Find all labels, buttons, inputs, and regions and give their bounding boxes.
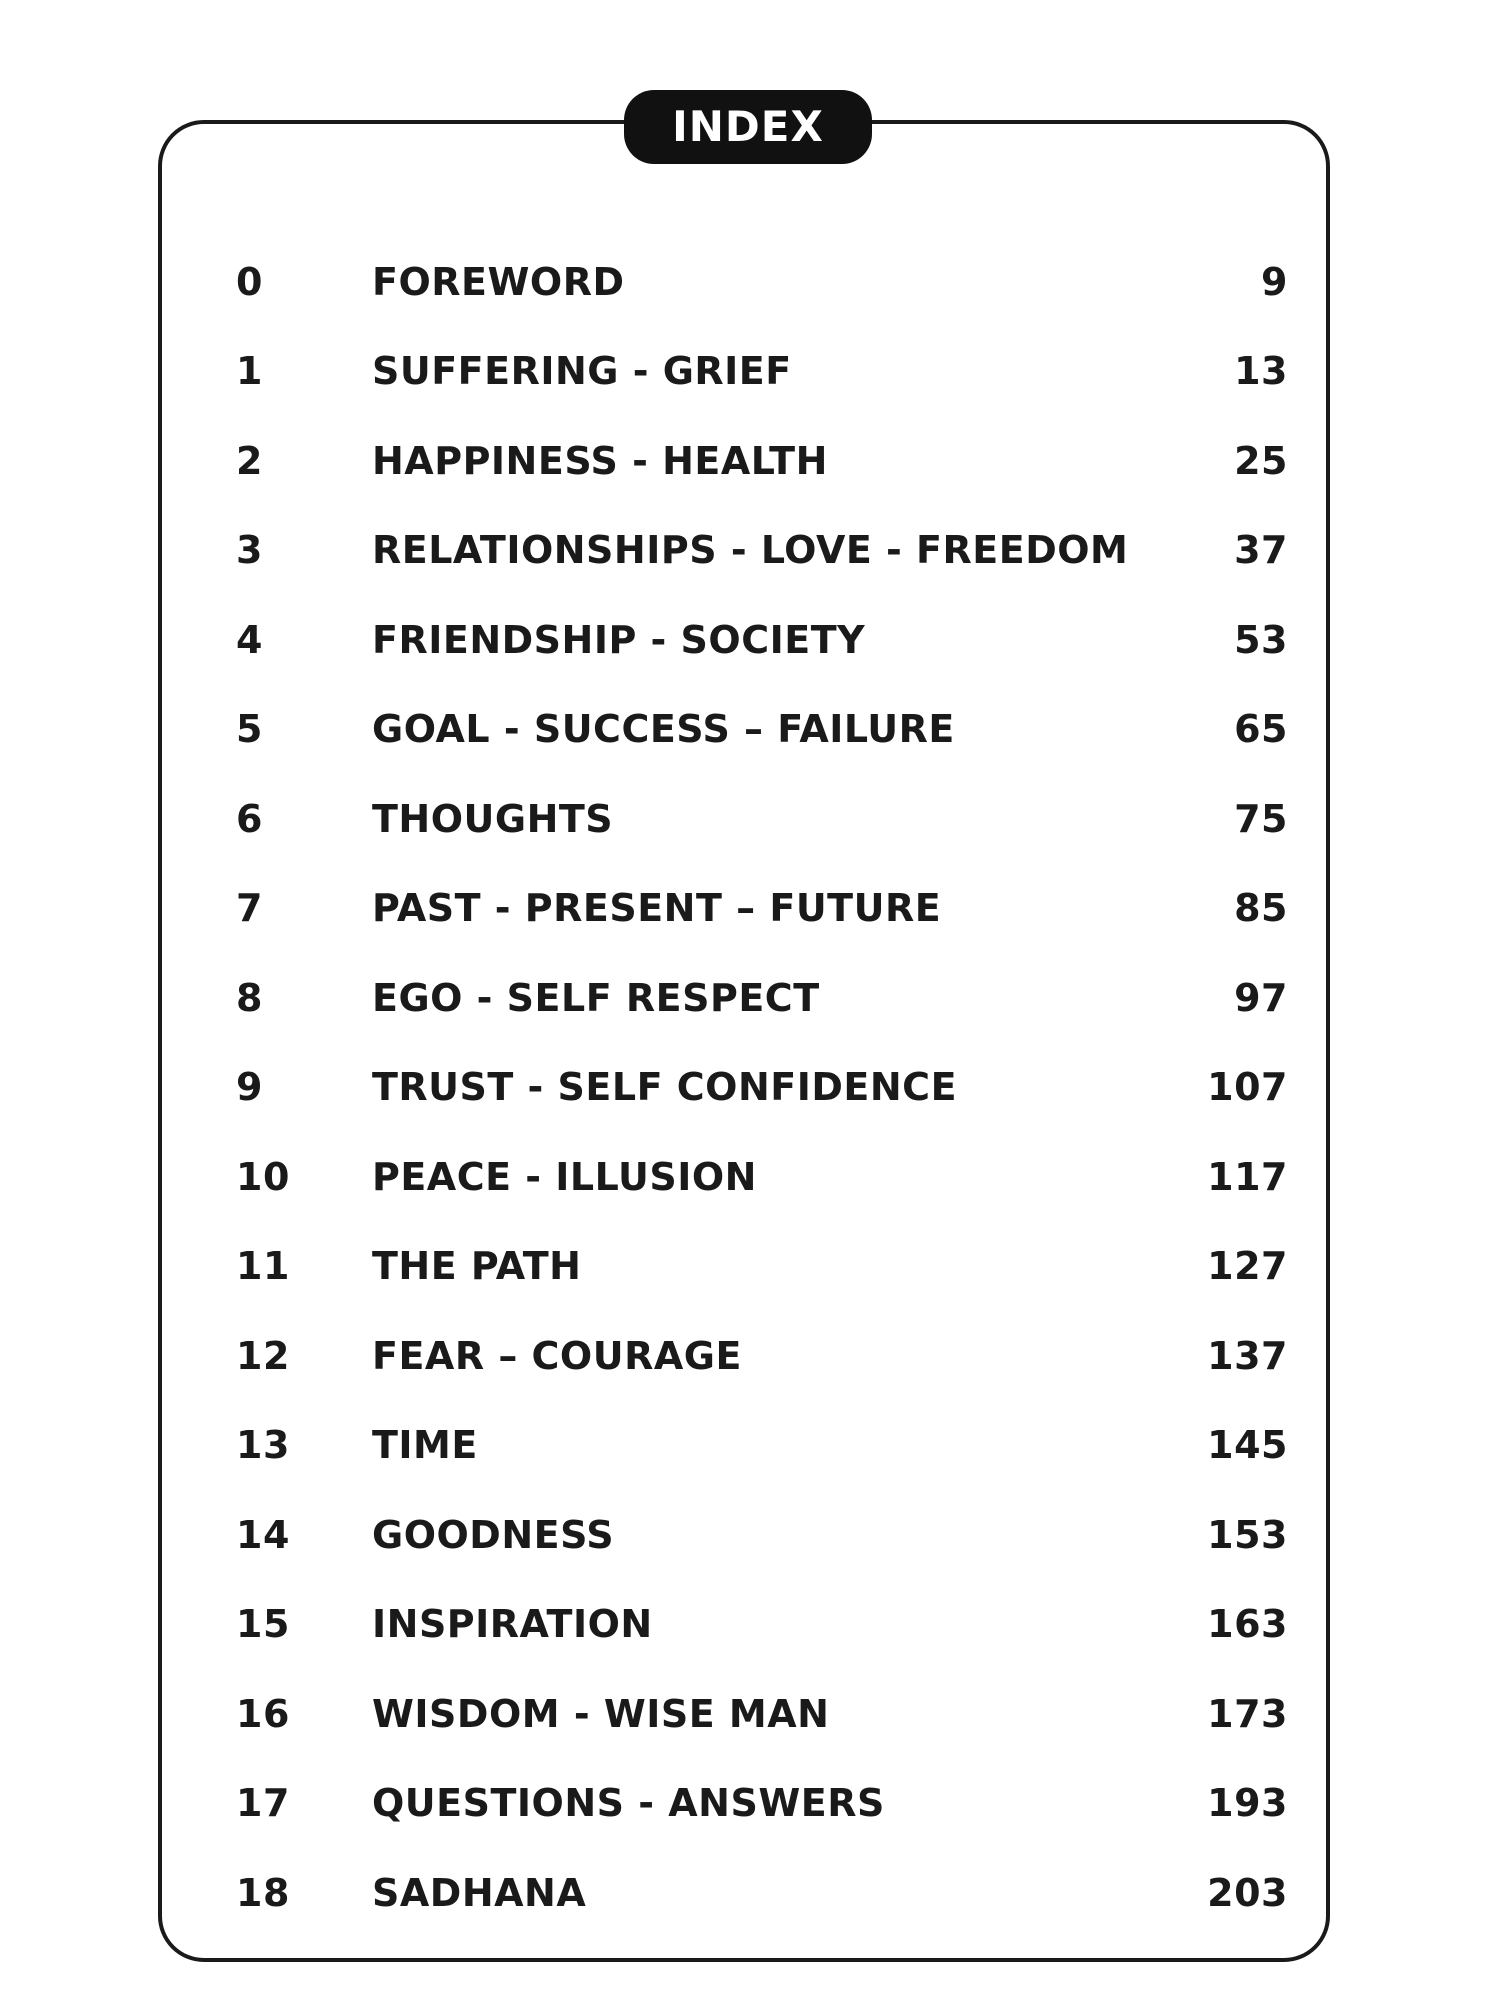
chapter-title: GOODNESS	[372, 1513, 615, 1557]
chapter-title: THE PATH	[372, 1244, 582, 1288]
page-number: 145	[1207, 1423, 1288, 1467]
chapter-number: 4	[236, 618, 263, 662]
page-number: 75	[1234, 797, 1288, 841]
toc-entry[interactable]	[0, 520, 1500, 580]
chapter-title: TRUST - SELF CONFIDENCE	[372, 1065, 958, 1109]
toc-entry[interactable]	[0, 431, 1500, 491]
chapter-number: 2	[236, 439, 263, 483]
chapter-title: RELATIONSHIPS - LOVE - FREEDOM	[372, 528, 1129, 572]
chapter-title: FEAR – COURAGE	[372, 1334, 742, 1378]
page-number: 9	[1261, 260, 1288, 304]
page-number: 13	[1234, 349, 1288, 393]
page-number: 153	[1207, 1513, 1288, 1557]
toc-entry[interactable]	[0, 610, 1500, 670]
toc-entry[interactable]	[0, 1684, 1500, 1744]
chapter-number: 13	[236, 1423, 290, 1467]
page-number: 97	[1234, 976, 1288, 1020]
page-number: 137	[1207, 1334, 1288, 1378]
toc-entry[interactable]	[0, 1505, 1500, 1565]
chapter-title: WISDOM - WISE MAN	[372, 1692, 830, 1736]
page-number: 85	[1234, 886, 1288, 930]
page-number: 37	[1234, 528, 1288, 572]
chapter-title: FRIENDSHIP - SOCIETY	[372, 618, 866, 662]
chapter-title: QUESTIONS - ANSWERS	[372, 1781, 885, 1825]
chapter-title: TIME	[372, 1423, 478, 1467]
chapter-title: HAPPINESS - HEALTH	[372, 439, 828, 483]
chapter-number: 7	[236, 886, 263, 930]
chapter-number: 18	[236, 1871, 290, 1915]
page-number: 117	[1207, 1155, 1288, 1199]
chapter-number: 0	[236, 260, 263, 304]
toc-entry[interactable]	[0, 1236, 1500, 1296]
chapter-number: 12	[236, 1334, 290, 1378]
toc-entry[interactable]	[0, 789, 1500, 849]
chapter-number: 10	[236, 1155, 290, 1199]
page-number: 107	[1207, 1065, 1288, 1109]
toc-entry[interactable]	[0, 699, 1500, 759]
chapter-number: 6	[236, 797, 263, 841]
toc-entry[interactable]	[0, 1147, 1500, 1207]
chapter-number: 5	[236, 707, 263, 751]
index-title-badge: INDEX	[624, 90, 872, 164]
toc-entry[interactable]	[0, 252, 1500, 312]
toc-entry[interactable]	[0, 1863, 1500, 1923]
chapter-title: GOAL - SUCCESS – FAILURE	[372, 707, 955, 751]
chapter-number: 8	[236, 976, 263, 1020]
toc-entry[interactable]	[0, 341, 1500, 401]
chapter-title: SADHANA	[372, 1871, 587, 1915]
chapter-number: 14	[236, 1513, 290, 1557]
chapter-title: EGO - SELF RESPECT	[372, 976, 820, 1020]
toc-entry[interactable]	[0, 1415, 1500, 1475]
toc-entry[interactable]	[0, 1057, 1500, 1117]
toc-entry[interactable]	[0, 968, 1500, 1028]
chapter-title: PAST - PRESENT – FUTURE	[372, 886, 942, 930]
page-number: 163	[1207, 1602, 1288, 1646]
page-number: 203	[1207, 1871, 1288, 1915]
page-number: 25	[1234, 439, 1288, 483]
page-number: 173	[1207, 1692, 1288, 1736]
chapter-title: FOREWORD	[372, 260, 625, 304]
chapter-title: INSPIRATION	[372, 1602, 653, 1646]
page-number: 53	[1234, 618, 1288, 662]
chapter-title: THOUGHTS	[372, 797, 614, 841]
chapter-number: 11	[236, 1244, 290, 1288]
chapter-number: 17	[236, 1781, 290, 1825]
page-number: 65	[1234, 707, 1288, 751]
toc-entry[interactable]	[0, 1326, 1500, 1386]
chapter-number: 9	[236, 1065, 263, 1109]
chapter-number: 3	[236, 528, 263, 572]
page-number: 127	[1207, 1244, 1288, 1288]
chapter-title: PEACE - ILLUSION	[372, 1155, 757, 1199]
chapter-number: 1	[236, 349, 263, 393]
chapter-title: SUFFERING - GRIEF	[372, 349, 792, 393]
chapter-number: 16	[236, 1692, 290, 1736]
toc-entry[interactable]	[0, 1594, 1500, 1654]
page-number: 193	[1207, 1781, 1288, 1825]
toc-entry[interactable]	[0, 878, 1500, 938]
toc-entry[interactable]	[0, 1773, 1500, 1833]
chapter-number: 15	[236, 1602, 290, 1646]
